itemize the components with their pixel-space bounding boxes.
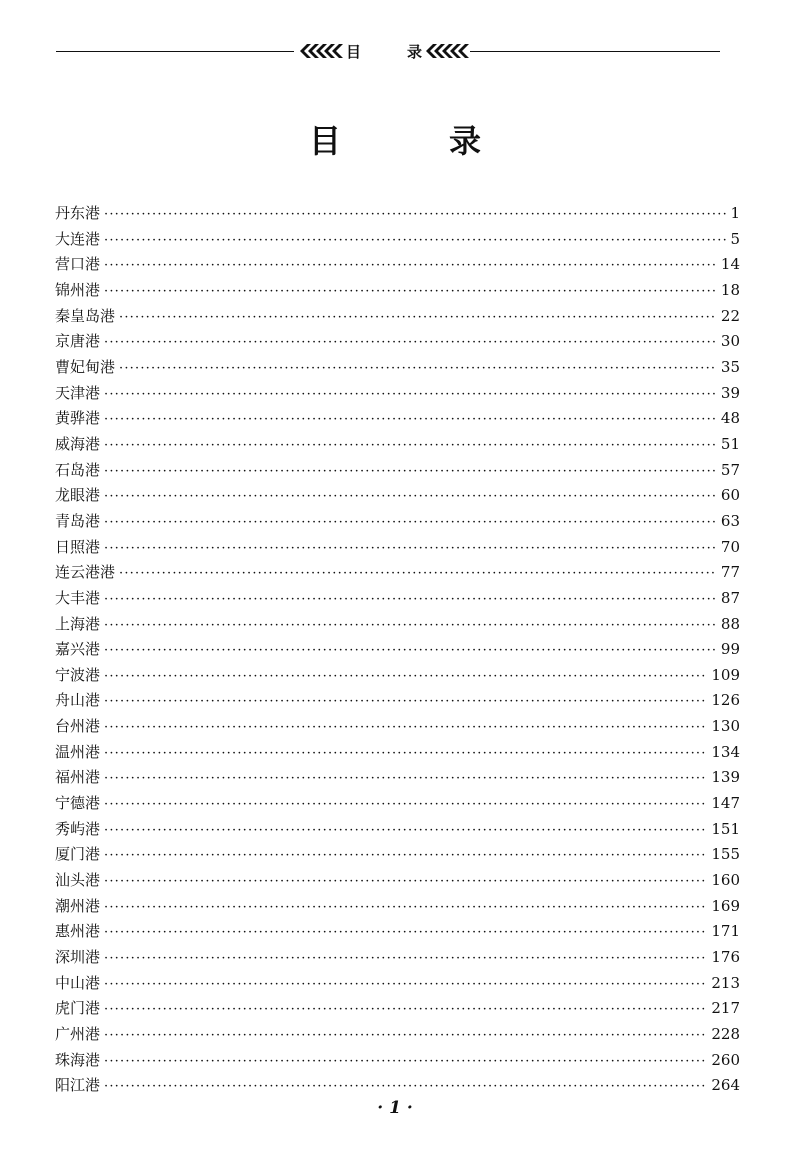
toc-leader-dots [104,977,707,992]
toc-leader-dots [104,669,707,684]
toc-entry [55,895,740,921]
toc-entry-page: 57 [720,460,740,479]
toc-entry-title: 嘉兴港 [55,640,101,659]
toc-entry [55,382,740,408]
toc-entry-page: 176 [711,948,740,967]
toc-leader-dots [104,694,707,709]
chevron-ornament-right-icon [426,44,470,58]
chevron-ornament-left-icon [300,44,344,58]
toc-entry-page: 171 [711,922,740,941]
toc-entry-title: 秦皇岛港 [55,306,116,325]
toc-leader-dots [104,797,707,812]
toc-entry-title: 石岛港 [55,460,101,479]
toc-entry-page: 51 [720,434,740,453]
toc-entry [55,228,740,254]
toc-entry [55,1074,740,1100]
toc-entry-page: 213 [711,973,740,992]
toc-leader-dots [104,618,717,633]
toc-entry [55,664,740,690]
header-label-right: 录 [406,43,422,61]
toc-leader-dots [104,464,717,479]
toc-entry-title: 威海港 [55,434,101,453]
toc-entry [55,689,740,715]
toc-entry-title: 京唐港 [55,332,101,351]
toc-entry-title: 中山港 [55,973,101,992]
toc-leader-dots [104,541,717,556]
toc-entry [55,459,740,485]
toc-entry [55,279,740,305]
toc-entry-page: 228 [711,1025,740,1043]
toc-leader-dots [104,643,717,658]
toc-leader-dots [104,258,717,273]
toc-entry-page: 99 [720,640,740,659]
toc-entry-title: 汕头港 [55,871,101,890]
toc-entry [55,1049,740,1075]
toc-entry-page: 5 [730,229,740,248]
toc-entry-title: 深圳港 [55,948,101,967]
toc-entry-title: 营口港 [55,255,101,274]
toc-entry-page: 134 [711,742,740,761]
toc-entry [55,997,740,1023]
page-title: 目 录 [308,122,519,160]
toc-entry-title: 黄骅港 [55,409,101,428]
toc-leader-dots [104,951,707,966]
toc-leader-dots [104,823,707,838]
toc-entry-page: 155 [711,845,740,864]
toc-entry-title: 阳江港 [55,1076,101,1095]
toc-leader-dots [104,387,717,402]
toc-entry-page: 88 [720,614,740,633]
toc-entry-title: 秀屿港 [55,819,101,838]
toc-entry [55,561,740,587]
toc-entry-page: 22 [720,306,740,325]
header-rule-right [470,51,720,52]
toc-entry [55,253,740,279]
toc-entry-page: 77 [720,563,740,582]
header-rule-left [56,51,294,52]
header-label-left: 目 [346,43,362,61]
toc-entry [55,613,740,639]
toc-leader-dots [104,515,717,530]
toc-entry-page: 160 [711,871,740,890]
toc-leader-dots [119,566,717,581]
header-title [346,41,422,62]
toc-entry-title: 连云港港 [55,563,116,582]
toc-entry [55,484,740,510]
toc-entry-title: 惠州港 [55,922,101,941]
toc-entry-page: 39 [720,383,740,402]
toc-entry-page: 30 [720,332,740,351]
toc-entry [55,407,740,433]
toc-entry-page: 70 [720,537,740,556]
toc-entry [55,356,740,382]
toc-entry-title: 珠海港 [55,1050,101,1069]
toc-leader-dots [104,1002,707,1017]
page-number: · 1 · [377,1098,413,1118]
toc-entry-title: 台州港 [55,717,101,736]
toc-entry-page: 63 [720,511,740,530]
toc-entry-page: 18 [720,280,740,299]
toc-entry [55,869,740,895]
toc-entry [55,843,740,869]
toc-entry [55,1023,740,1049]
toc-entry-title: 曹妃甸港 [55,357,116,376]
toc-leader-dots [104,335,717,350]
toc-entry-page: 147 [711,794,740,813]
toc-entry [55,510,740,536]
toc-leader-dots [104,925,707,940]
toc-leader-dots [104,489,717,504]
toc-entry-title: 丹东港 [55,204,101,222]
toc-entry-title: 广州港 [55,1025,101,1043]
toc-entry-page: 139 [711,768,740,787]
toc-entry-title: 宁波港 [55,665,101,684]
toc-entry-title: 福州港 [55,768,101,787]
toc-entry [55,741,740,767]
toc-leader-dots [104,233,726,248]
toc-entry-title: 宁德港 [55,794,101,813]
toc-entry [55,818,740,844]
toc-entry-page: 87 [720,588,740,607]
toc-entry [55,587,740,613]
toc-entry [55,792,740,818]
toc-entry-page: 264 [711,1076,740,1095]
toc-entry-page: 35 [720,357,740,376]
toc-entry-page: 169 [711,896,740,915]
toc-leader-dots [104,438,717,453]
toc-entry [55,330,740,356]
toc-entry [55,715,740,741]
toc-entry [55,536,740,562]
toc-leader-dots [104,746,707,761]
toc-leader-dots [104,1054,707,1069]
toc-entry-page: 217 [711,999,740,1018]
toc-entry-title: 上海港 [55,614,101,633]
toc-leader-dots [104,1079,707,1094]
toc-entry-title: 龙眼港 [55,486,101,505]
toc-entry-page: 126 [711,691,740,710]
toc-entry-page: 130 [711,717,740,736]
toc-leader-dots [119,310,717,325]
toc-entry-title: 天津港 [55,383,101,402]
toc-leader-dots [104,771,707,786]
toc-entry [55,202,740,228]
toc-entry [55,305,740,331]
toc-leader-dots [104,284,717,299]
toc-leader-dots [104,412,717,427]
toc-entry-title: 虎门港 [55,999,101,1018]
toc-leader-dots [104,207,726,222]
toc-entry [55,766,740,792]
toc-entry-title: 锦州港 [55,280,101,299]
toc-entry-title: 青岛港 [55,511,101,530]
toc-entry-page: 60 [720,486,740,505]
toc-entry [55,972,740,998]
toc-leader-dots [104,900,707,915]
toc-entry-title: 大连港 [55,229,101,248]
toc-entry-page: 151 [711,819,740,838]
toc-entry-page: 48 [720,409,740,428]
table-of-contents [55,202,740,1100]
toc-entry-title: 大丰港 [55,588,101,607]
toc-entry [55,946,740,972]
toc-entry-title: 日照港 [55,537,101,556]
toc-entry-title: 舟山港 [55,691,101,710]
toc-entry-title: 厦门港 [55,845,101,864]
toc-entry-title: 潮州港 [55,896,101,915]
toc-leader-dots [104,592,717,607]
toc-leader-dots [104,1028,707,1043]
toc-entry-page: 1 [730,204,740,222]
toc-leader-dots [119,361,717,376]
toc-leader-dots [104,874,707,889]
toc-entry [55,433,740,459]
toc-leader-dots [104,720,707,735]
toc-entry [55,920,740,946]
toc-entry [55,638,740,664]
running-header [56,40,720,62]
toc-entry-page: 109 [711,665,740,684]
toc-entry-title: 温州港 [55,742,101,761]
toc-entry-page: 14 [720,255,740,274]
toc-leader-dots [104,848,707,863]
toc-entry-page: 260 [711,1050,740,1069]
